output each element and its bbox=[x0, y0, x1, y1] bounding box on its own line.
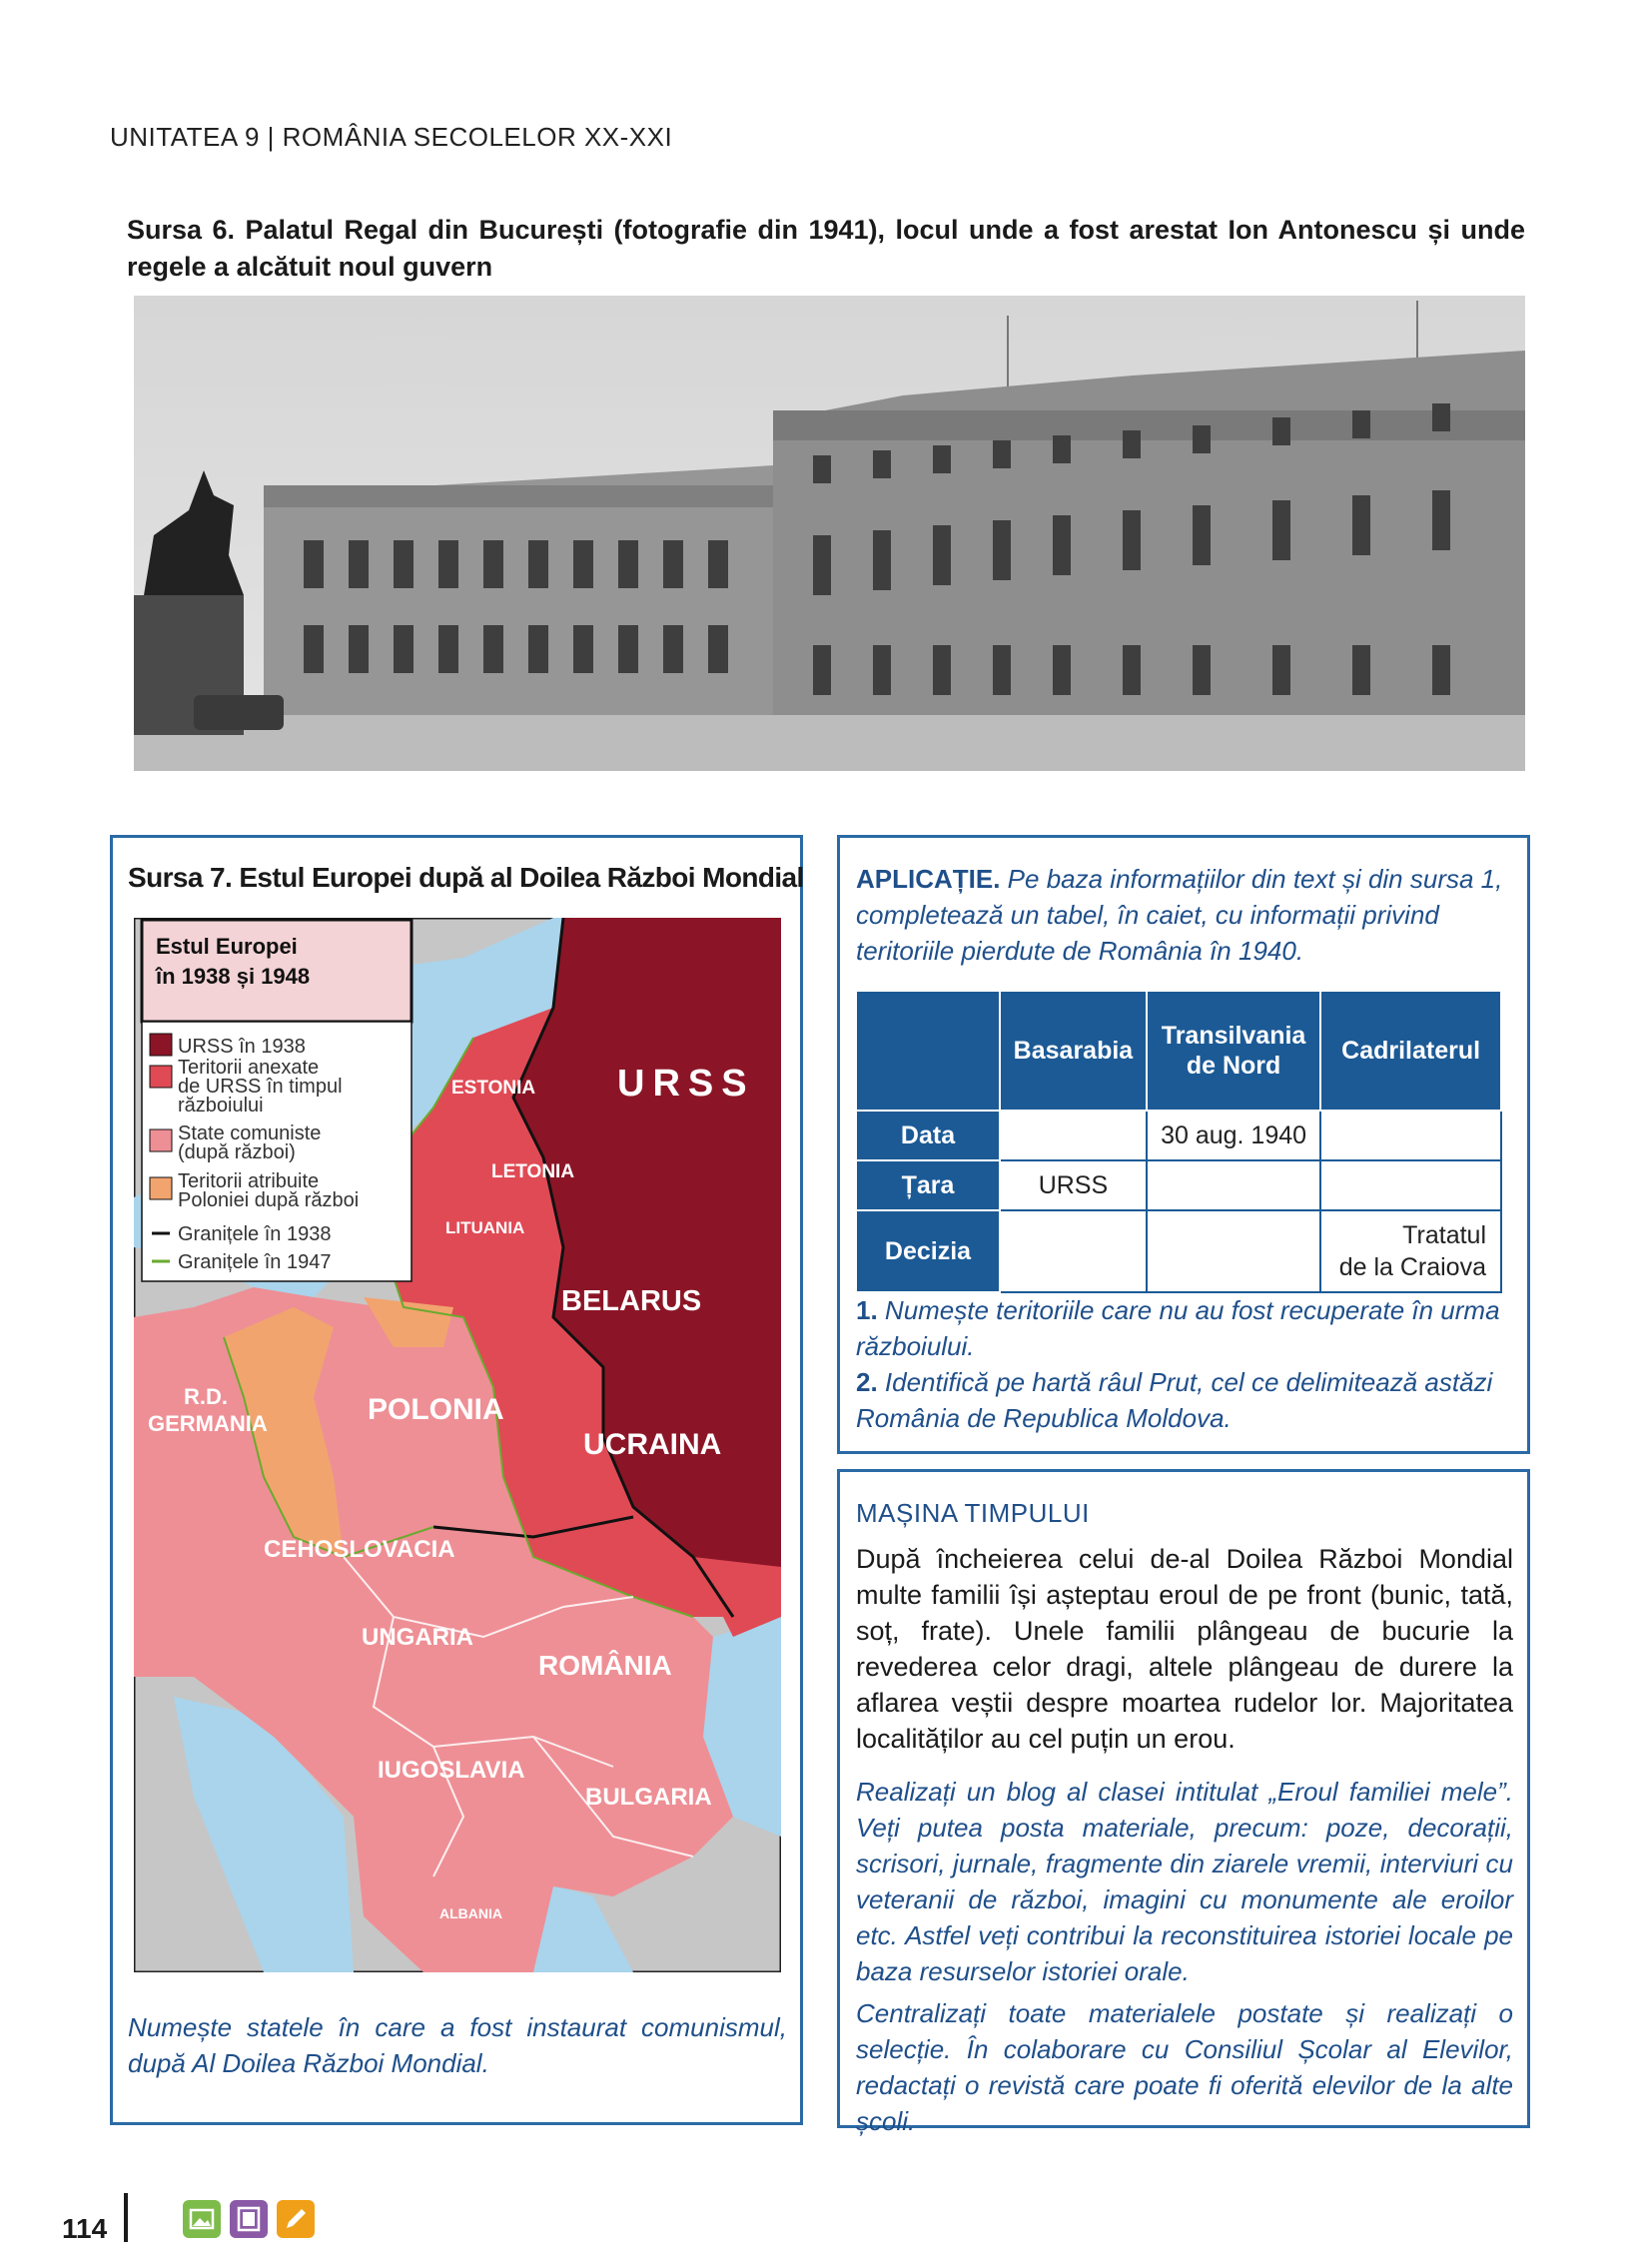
row-data: Data bbox=[856, 1111, 1000, 1160]
question-1 bbox=[856, 1292, 1515, 1364]
footer-divider bbox=[124, 2193, 128, 2242]
col-basarabia: Basarabia bbox=[1000, 991, 1147, 1111]
legend-swatch-communist bbox=[150, 1129, 172, 1151]
legend-annexed-3: războiului bbox=[178, 1095, 264, 1117]
col-cadrilater: Cadrilaterul bbox=[1320, 991, 1501, 1111]
label-letonia: LETONIA bbox=[491, 1161, 575, 1182]
cell-decizia-basarabia bbox=[1000, 1210, 1147, 1292]
label-albania: ALBANIA bbox=[439, 1905, 502, 1921]
legend-communist-2: (după război) bbox=[178, 1141, 296, 1163]
map-svg bbox=[134, 918, 781, 1972]
label-belarus: BELARUS bbox=[561, 1285, 702, 1317]
video-icon[interactable] bbox=[230, 2200, 268, 2238]
label-iugoslavia: IUGOSLAVIA bbox=[378, 1757, 525, 1784]
legend-swatch-annexed bbox=[150, 1066, 172, 1088]
label-lituania: LITUANIA bbox=[445, 1218, 525, 1237]
cell-decizia-transilvania bbox=[1147, 1210, 1320, 1292]
source6-caption: Sursa 6. Palatul Regal din București (fotografie din 1941), locul unde a fost arestat Ion Antonescu și unde regele a alcătuit noul guvern bbox=[127, 215, 1525, 282]
table-corner bbox=[856, 991, 1000, 1111]
label-cehoslovacia: CEHOSLOVACIA bbox=[264, 1536, 455, 1563]
pencil-icon[interactable] bbox=[277, 2200, 315, 2238]
legend-poland-1: Teritorii atribuite bbox=[178, 1170, 320, 1192]
unit-header: UNITATEA 9 | ROMÂNIA SECOLELOR XX-XXI bbox=[110, 122, 673, 152]
row-decizia: Decizia bbox=[856, 1210, 1000, 1292]
legend-annexed-1: Teritorii anexate bbox=[178, 1057, 320, 1079]
question-2-text: Identifică pe hartă râul Prut, cel ce delimitează astăzi România de Republica Moldova. bbox=[856, 1367, 1493, 1433]
time-machine-title: MAȘINA TIMPULUI bbox=[856, 1498, 1090, 1528]
royal-palace-photo bbox=[134, 296, 1525, 771]
label-ucraina: UCRAINA bbox=[583, 1428, 722, 1461]
label-ungaria: UNGARIA bbox=[362, 1624, 473, 1651]
question-2-number: 2. bbox=[856, 1367, 878, 1397]
time-machine-task-2: Centralizați toate materialele postate și realizați o selecție. În colaborare cu Consiliul Școlar al Elevilor, redactați o revistă care poate fi oferită elevilor de la alte școli. bbox=[856, 1998, 1513, 2136]
image-icon[interactable] bbox=[183, 2200, 221, 2238]
page-number: 114 bbox=[62, 2213, 108, 2244]
label-urss: URSS bbox=[617, 1063, 755, 1105]
col-transilvania-line1: Transilvania bbox=[1161, 1022, 1306, 1050]
cell-data-basarabia bbox=[1000, 1111, 1147, 1160]
time-machine-task-1: Realizați un blog al clasei intitulat „Eroul familiei mele”. Veți putea posta materiale, precum: poze, decorații, scrisori, jurnale, fragmente din ziarele vremii, interviuri cu veteranii de război, imagini cu monumente ale eroilor etc. Astfel veți contribui la reconstituirea istoriei locale pe baza resurselor istoriei orale. bbox=[856, 1777, 1513, 1986]
label-germania-2: GERMANIA bbox=[148, 1411, 268, 1436]
row-tara: Țara bbox=[856, 1160, 1000, 1210]
cell-data-transilvania: 30 aug. 1940 bbox=[1147, 1111, 1320, 1160]
decizia-line1: Tratatul bbox=[1402, 1221, 1486, 1249]
eastern-europe-map bbox=[134, 918, 781, 1972]
legend-communist-1: State comuniste bbox=[178, 1122, 322, 1144]
legend-ussr1938: URSS în 1938 bbox=[178, 1036, 306, 1058]
label-romania: ROMÂNIA bbox=[538, 1650, 672, 1681]
cell-tara-cadrilater bbox=[1320, 1160, 1501, 1210]
question-2 bbox=[856, 1364, 1515, 1436]
legend-border1947: Granițele în 1947 bbox=[178, 1251, 332, 1273]
label-germania-1: R.D. bbox=[184, 1384, 228, 1409]
col-transilvania-line2: de Nord bbox=[1186, 1052, 1281, 1080]
cell-decizia-cadrilater bbox=[1320, 1210, 1501, 1292]
legend-annexed-2: de URSS în timpul bbox=[178, 1076, 343, 1098]
cell-tara-basarabia: URSS bbox=[1000, 1160, 1147, 1210]
territories-table bbox=[855, 990, 1502, 1293]
question-1-number: 1. bbox=[856, 1295, 878, 1325]
question-1-text: Numește teritoriile care nu au fost recuperate în urma războiului. bbox=[856, 1295, 1500, 1361]
legend-swatch-poland bbox=[150, 1177, 172, 1199]
legend-poland-2: Poloniei după război bbox=[178, 1189, 360, 1211]
application-instruction: Pe baza informațiilor din text și din sursa 1, completează un tabel, în caiet, cu informații privind teritoriile pierdute de România în 1940. bbox=[856, 864, 1503, 966]
legend-title-1: Estul Europei bbox=[156, 934, 298, 959]
application-text bbox=[856, 861, 1515, 969]
application-questions bbox=[856, 1292, 1515, 1436]
cell-tara-transilvania bbox=[1147, 1160, 1320, 1210]
decizia-line2: de la Craiova bbox=[1338, 1253, 1486, 1281]
cell-data-cadrilater bbox=[1320, 1111, 1501, 1160]
source7-caption: Sursa 7. Estul Europei după al Doilea Război Mondial bbox=[128, 862, 804, 893]
label-bulgaria: BULGARIA bbox=[585, 1784, 712, 1811]
palace-photo-image bbox=[134, 296, 1525, 771]
legend-title-2: în 1938 și 1948 bbox=[156, 964, 311, 989]
col-transilvania bbox=[1147, 991, 1320, 1111]
time-machine-body: După încheierea celui de-al Doilea Război Mondial multe familii își așteptau eroul de pe front (bunic, tată, soț, frate). Unele familii plângeau de bucurie la revederea celor dragi, altele plângeau de durere la aflarea veștii despre moartea rudelor lor. Majoritatea localităților au cel puțin un erou. bbox=[856, 1544, 1513, 1754]
legend-swatch-ussr1938 bbox=[150, 1034, 172, 1056]
label-estonia: ESTONIA bbox=[451, 1078, 536, 1099]
legend-border1938: Granițele în 1938 bbox=[178, 1223, 332, 1245]
label-polonia: POLONIA bbox=[368, 1393, 504, 1426]
map-question: Numește statele în care a fost instaurat comunismul, după Al Doilea Război Mondial. bbox=[128, 2012, 787, 2078]
application-label: APLICAȚIE. bbox=[856, 864, 1001, 894]
